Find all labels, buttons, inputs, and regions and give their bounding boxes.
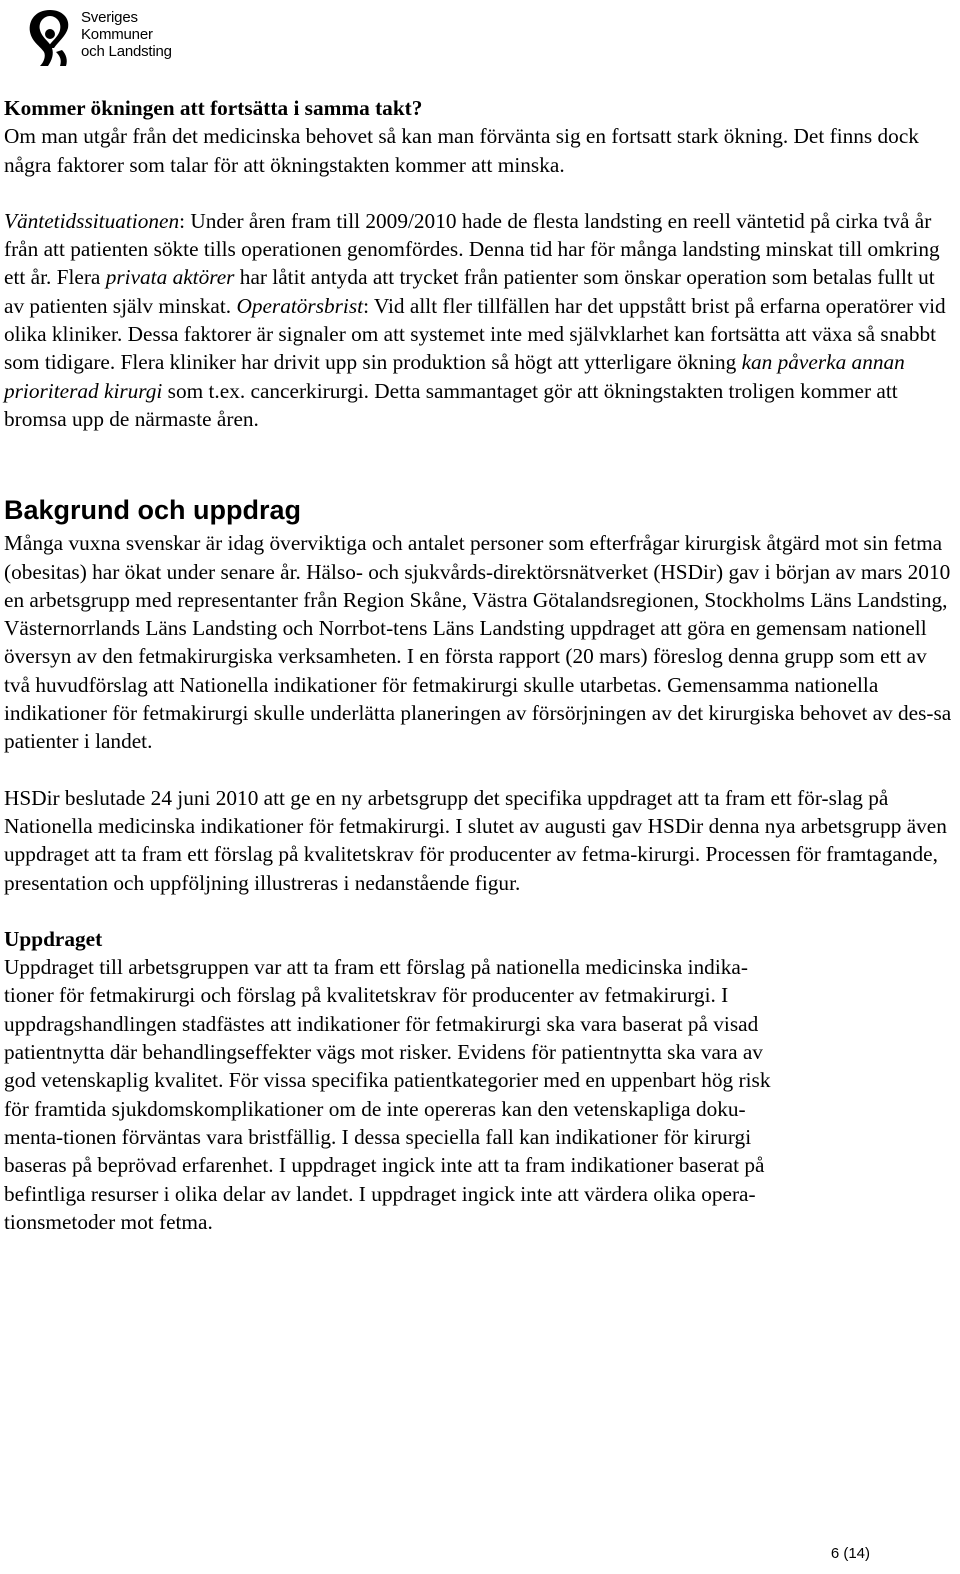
paragraph-factors bbox=[4, 207, 956, 433]
text-run: : Vid allt fler tillfällen har det uppstått brist på erfarna operatörer vid olika kliniker. Dessa faktorer är signaler om att systemet inte med självklarhet kan fortsätta att växa så snabbt som tidigare. Flera kliniker har drivit upp sin produktion så högt att ytterligare ökning bbox=[4, 293, 946, 375]
text-line: tionsmetoder mot fetma. bbox=[4, 1209, 213, 1234]
text-line: menta-tionen förväntas vara bristfällig. I dessa speciella fall kan indikationer för kirurgi bbox=[4, 1124, 752, 1149]
text-line: för framtida sjukdomskomplikationer om de inte opereras kan den vetenskapliga doku- bbox=[4, 1096, 746, 1121]
text-run: har låtit antyda att trycket från patienter som önskar operation som betalas fullt ut av patienten själv minskat. bbox=[4, 265, 935, 318]
logo-line: Kommuner bbox=[81, 26, 153, 43]
paragraph-bakgrund: Många vuxna svenskar är idag överviktiga och antalet personer som efterfrågar kirurgisk åtgärd mot sin fetma (obesitas) har ökat under senare år. Hälso- och sjukvårds-direktörsnätverket (HSDir) gav i början av mars 2010 en arbetsgrupp med representanter från Region Skåne, Västra Götalandsregionen, Stockholms Läns Landsting, Västernorrlands Läns Landsting och Norrbot-tens Läns Landsting uppdraget att göra en gemensam nationell översyn av den fetmakirurgiska verksamheten. I en första rapport (20 mars) föreslog denna grupp som ett av två huvudförslag att Nationella indikationer för fetmakirurgi skulle utarbetas. Gemensamma nationella indikationer för fetmakirurgi skulle underlätta planeringen av försörjningen av det kirurgiska behovet av des-sa patienter i landet. bbox=[4, 531, 952, 754]
text-line: Uppdraget till arbetsgruppen var att ta fram ett förslag på nationella medicinska indika- bbox=[4, 955, 748, 980]
term-annan-kirurgi: kan påverka annan prioriterad kirurgi bbox=[4, 350, 905, 403]
text-line: tioner för fetmakirurgi och förslag på kvalitetskrav för producenter av fetmakirurgi. I bbox=[4, 983, 729, 1008]
paragraph-hsdir: HSDir beslutade 24 juni 2010 att ge en ny arbetsgrupp det specifika uppdraget att ta fram ett för-slag på Nationella medicinska indikationer för fetmakirurgi. I slutet av augusti gav HSDir denna nya arbetsgrupp även uppdraget att ta fram ett förslag på kvalitetskrav för producenter av fetma-kirurgi. Processen för framtagande, presentation och uppföljning illustreras i nedanstående figur. bbox=[4, 785, 947, 895]
text-run: som t.ex. cancerkirurgi. Detta sammantaget gör att ökningstakten troligen kommer att bromsa upp de närmaste åren. bbox=[4, 378, 898, 431]
text-run: : Under åren fram till 2009/2010 hade de flesta landsting en reell väntetid på cirka två år från att patienten sökte tills operationen genomfördes. Denna tid har för många landsting minskat till omkring ett år. Flera bbox=[4, 208, 940, 290]
logo-emblem-icon bbox=[22, 4, 78, 68]
section-heading-uppdraget: Uppdraget bbox=[4, 926, 103, 951]
logo-line: och Landsting bbox=[81, 43, 172, 60]
text-line: patientnytta där behandlingseffekter vägs mot risker. Evidens för patientnytta ska vara av bbox=[4, 1040, 763, 1065]
text-line: uppdragshandlingen stadfästes att indikationer för fetmakirurgi ska vara baserat på visad bbox=[4, 1011, 759, 1036]
page-number: 6 (14) bbox=[830, 1545, 870, 1562]
section-heading-bakgrund: Bakgrund och uppdrag bbox=[4, 495, 301, 526]
term-operatorsbrist: Operatörsbrist bbox=[236, 293, 364, 318]
term-vantetid: Väntetidssituationen bbox=[4, 208, 180, 233]
logo-line: Sveriges bbox=[81, 9, 138, 26]
text-line: god vetenskaplig kvalitet. För vissa specifika patientkategorier med en uppenbart hög risk bbox=[4, 1068, 771, 1093]
section-heading-okningen: Kommer ökningen att fortsätta i samma takt? bbox=[4, 96, 423, 120]
logo bbox=[22, 4, 222, 68]
logo-text bbox=[81, 9, 172, 60]
paragraph-intro: Om man utgår från det medicinska behovet så kan man förvänta sig en fortsatt stark ökning. Det finns dock några faktorer som talar för att ökningstakten kommer att minska. bbox=[4, 124, 919, 177]
text-line: befintliga resurser i olika delar av landet. I uppdraget ingick inte att värdera olika opera- bbox=[4, 1181, 756, 1206]
term-privata-aktorer: privata aktörer bbox=[105, 265, 235, 290]
paragraph-uppdraget bbox=[4, 953, 956, 1236]
text-line: baseras på beprövad erfarenhet. I uppdraget ingick inte att ta fram indikationer baserat på bbox=[4, 1153, 765, 1178]
document-body bbox=[4, 94, 956, 1236]
